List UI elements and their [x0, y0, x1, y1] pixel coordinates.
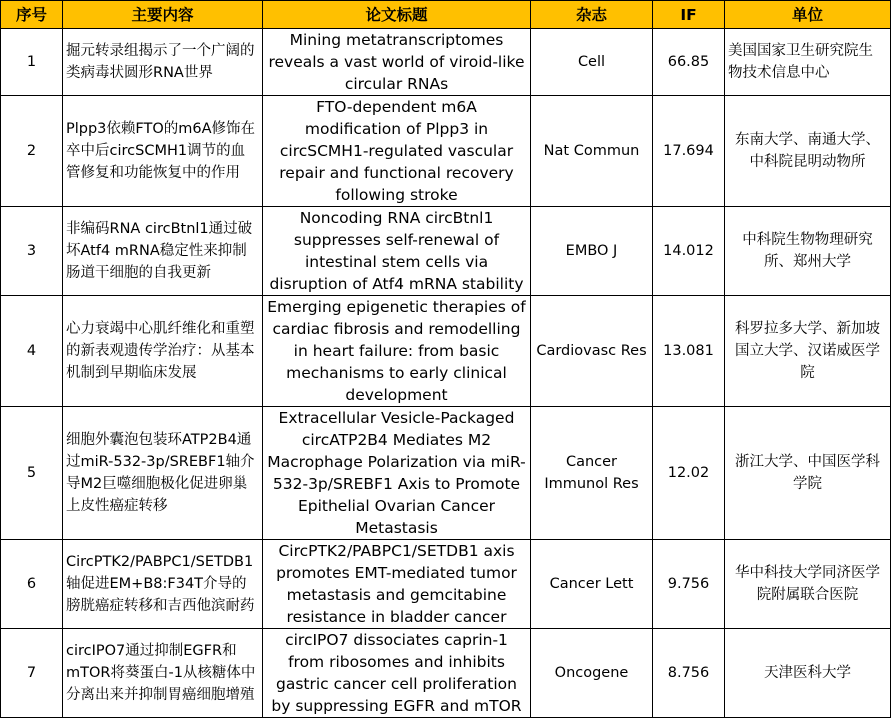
cell-unit: 天津医科大学	[725, 629, 891, 718]
cell-if: 8.756	[653, 629, 725, 718]
cell-content: 非编码RNA circBtnl1通过破坏Atf4 mRNA稳定性来抑制肠道干细胞的自我更新	[63, 207, 263, 296]
cell-journal: Cancer Lett	[531, 540, 653, 629]
cell-title: Emerging epigenetic therapies of cardiac fibrosis and remodelling in heart failure: from basic mechanisms to early clinical development	[263, 296, 531, 407]
table-row	[1, 629, 891, 718]
cell-seq: 5	[1, 407, 63, 540]
cell-title: Noncoding RNA circBtnl1 suppresses self-renewal of intestinal stem cells via disruption of Atf4 mRNA stability	[263, 207, 531, 296]
cell-unit: 东南大学、南通大学、中科院昆明动物所	[725, 96, 891, 207]
cell-if: 66.85	[653, 29, 725, 96]
cell-content: circIPO7通过抑制EGFR和mTOR将葵蛋白-1从核糖体中分离出来并抑制胃癌细胞增殖	[63, 629, 263, 718]
header-seq: 序号	[1, 1, 63, 29]
table-row	[1, 407, 891, 540]
cell-title: FTO-dependent m6A modification of Plpp3 in circSCMH1-regulated vascular repair and functional recovery following stroke	[263, 96, 531, 207]
cell-content: Plpp3依赖FTO的m6A修饰在卒中后circSCMH1调节的血管修复和功能恢复中的作用	[63, 96, 263, 207]
cell-seq: 7	[1, 629, 63, 718]
cell-title: CircPTK2/PABPC1/SETDB1 axis promotes EMT-mediated tumor metastasis and gemcitabine resistance in bladder cancer	[263, 540, 531, 629]
table-row	[1, 96, 891, 207]
cell-title: Extracellular Vesicle-Packaged circATP2B4 Mediates M2 Macrophage Polarization via miR-532-3p/SREBF1 Axis to Promote Epithelial Ovarian Cancer Metastasis	[263, 407, 531, 540]
cell-if: 14.012	[653, 207, 725, 296]
cell-unit: 中科院生物物理研究所、郑州大学	[725, 207, 891, 296]
cell-seq: 1	[1, 29, 63, 96]
table-header-row	[1, 1, 891, 29]
table-row	[1, 29, 891, 96]
cell-seq: 4	[1, 296, 63, 407]
cell-title: Mining metatranscriptomes reveals a vast world of viroid-like circular RNAs	[263, 29, 531, 96]
table-row	[1, 296, 891, 407]
header-journal: 杂志	[531, 1, 653, 29]
cell-if: 12.02	[653, 407, 725, 540]
cell-unit: 美国国家卫生研究院生物技术信息中心	[725, 29, 891, 96]
cell-content: 心力衰竭中心肌纤维化和重塑的新表观遗传学治疗：从基本机制到早期临床发展	[63, 296, 263, 407]
header-unit: 单位	[725, 1, 891, 29]
cell-content: CircPTK2/PABPC1/SETDB1轴促进EM+B8:F34T介导的膀胱癌症转移和吉西他滨耐药	[63, 540, 263, 629]
cell-journal: Cancer Immunol Res	[531, 407, 653, 540]
cell-unit: 浙江大学、中国医学科学院	[725, 407, 891, 540]
cell-content: 掘元转录组揭示了一个广阔的类病毒状圆形RNA世界	[63, 29, 263, 96]
cell-unit: 科罗拉多大学、新加坡国立大学、汉诺威医学院	[725, 296, 891, 407]
header-title: 论文标题	[263, 1, 531, 29]
cell-journal: Nat Commun	[531, 96, 653, 207]
cell-seq: 3	[1, 207, 63, 296]
cell-if: 17.694	[653, 96, 725, 207]
cell-journal: Cardiovasc Res	[531, 296, 653, 407]
cell-journal: EMBO J	[531, 207, 653, 296]
table-row	[1, 540, 891, 629]
cell-seq: 2	[1, 96, 63, 207]
cell-seq: 6	[1, 540, 63, 629]
header-if: IF	[653, 1, 725, 29]
table-row	[1, 207, 891, 296]
cell-journal: Cell	[531, 29, 653, 96]
header-content: 主要内容	[63, 1, 263, 29]
cell-unit: 华中科技大学同济医学院附属联合医院	[725, 540, 891, 629]
cell-content: 细胞外囊泡包装环ATP2B4通过miR-532-3p/SREBF1轴介导M2巨噬细胞极化促进卵巢上皮性癌症转移	[63, 407, 263, 540]
cell-if: 9.756	[653, 540, 725, 629]
cell-journal: Oncogene	[531, 629, 653, 718]
cell-title: circIPO7 dissociates caprin-1 from ribosomes and inhibits gastric cancer cell proliferation by suppressing EGFR and mTOR	[263, 629, 531, 718]
cell-if: 13.081	[653, 296, 725, 407]
